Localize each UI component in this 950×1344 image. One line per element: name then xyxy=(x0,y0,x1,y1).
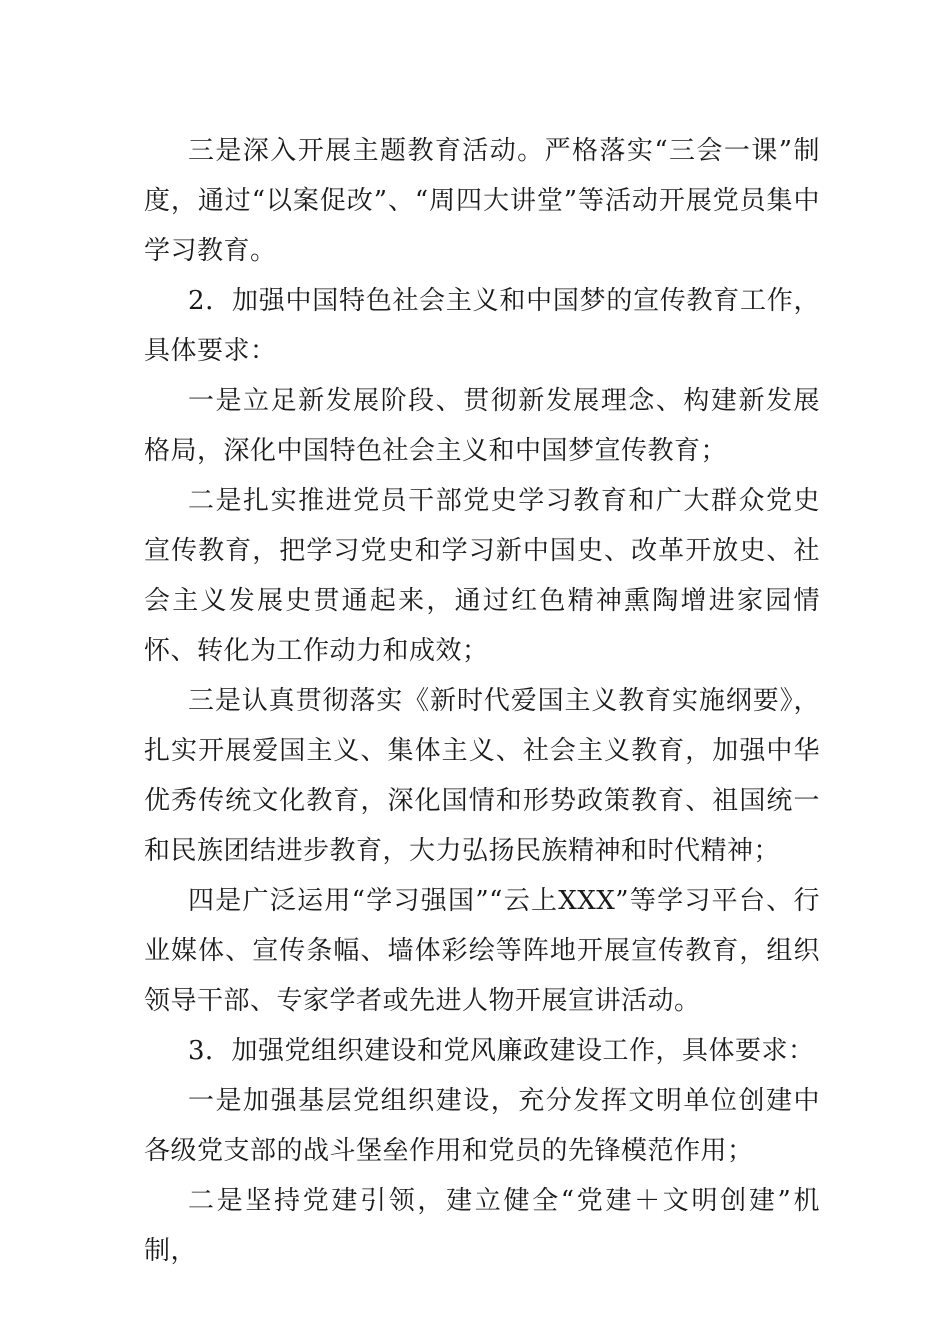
paragraph-new-development: 一是立足新发展阶段、贯彻新发展理念、构建新发展格局，深化中国特色社会主义和中国梦宣传教育； xyxy=(144,386,820,466)
heading-item-3: 3．加强党组织建设和党风廉政建设工作，具体要求： xyxy=(188,1036,815,1066)
paragraph-patriotic-education: 三是认真贯彻落实《新时代爱国主义教育实施纲要》，扎实开展爱国主义、集体主义、社会主义教育，加强中华优秀传统文化教育，深化国情和形势政策教育、祖国统一和民族团结进步教育，大力弘扬民族精神和时代精神； xyxy=(144,686,820,866)
document-body xyxy=(144,126,820,1276)
paragraph-party-history: 二是扎实推进党员干部党史学习教育和广大群众党史宣传教育，把学习党史和学习新中国史、改革开放史、社会主义发展史贯通起来，通过红色精神熏陶增进家园情怀、转化为工作动力和成效； xyxy=(144,486,820,666)
paragraph-theme-education: 三是深入开展主题教育活动。严格落实“三会一课”制度，通过“以案促改”、“周四大讲堂”等活动开展党员集中学习教育。 xyxy=(144,136,820,266)
paragraph-grassroots-party: 一是加强基层党组织建设，充分发挥文明单位创建中各级党支部的战斗堡垒作用和党员的先锋模范作用； xyxy=(144,1086,820,1166)
paragraph-publicity-platforms: 四是广泛运用“学习强国”“云上XXX”等学习平台、行业媒体、宣传条幅、墙体彩绘等阵地开展宣传教育，组织领导干部、专家学者或先进人物开展宣讲活动。 xyxy=(144,886,820,1016)
heading-item-2: 2．加强中国特色社会主义和中国梦的宣传教育工作，具体要求： xyxy=(144,286,820,366)
paragraph-party-building-lead: 二是坚持党建引领，建立健全“党建＋文明创建”机制， xyxy=(144,1186,820,1266)
